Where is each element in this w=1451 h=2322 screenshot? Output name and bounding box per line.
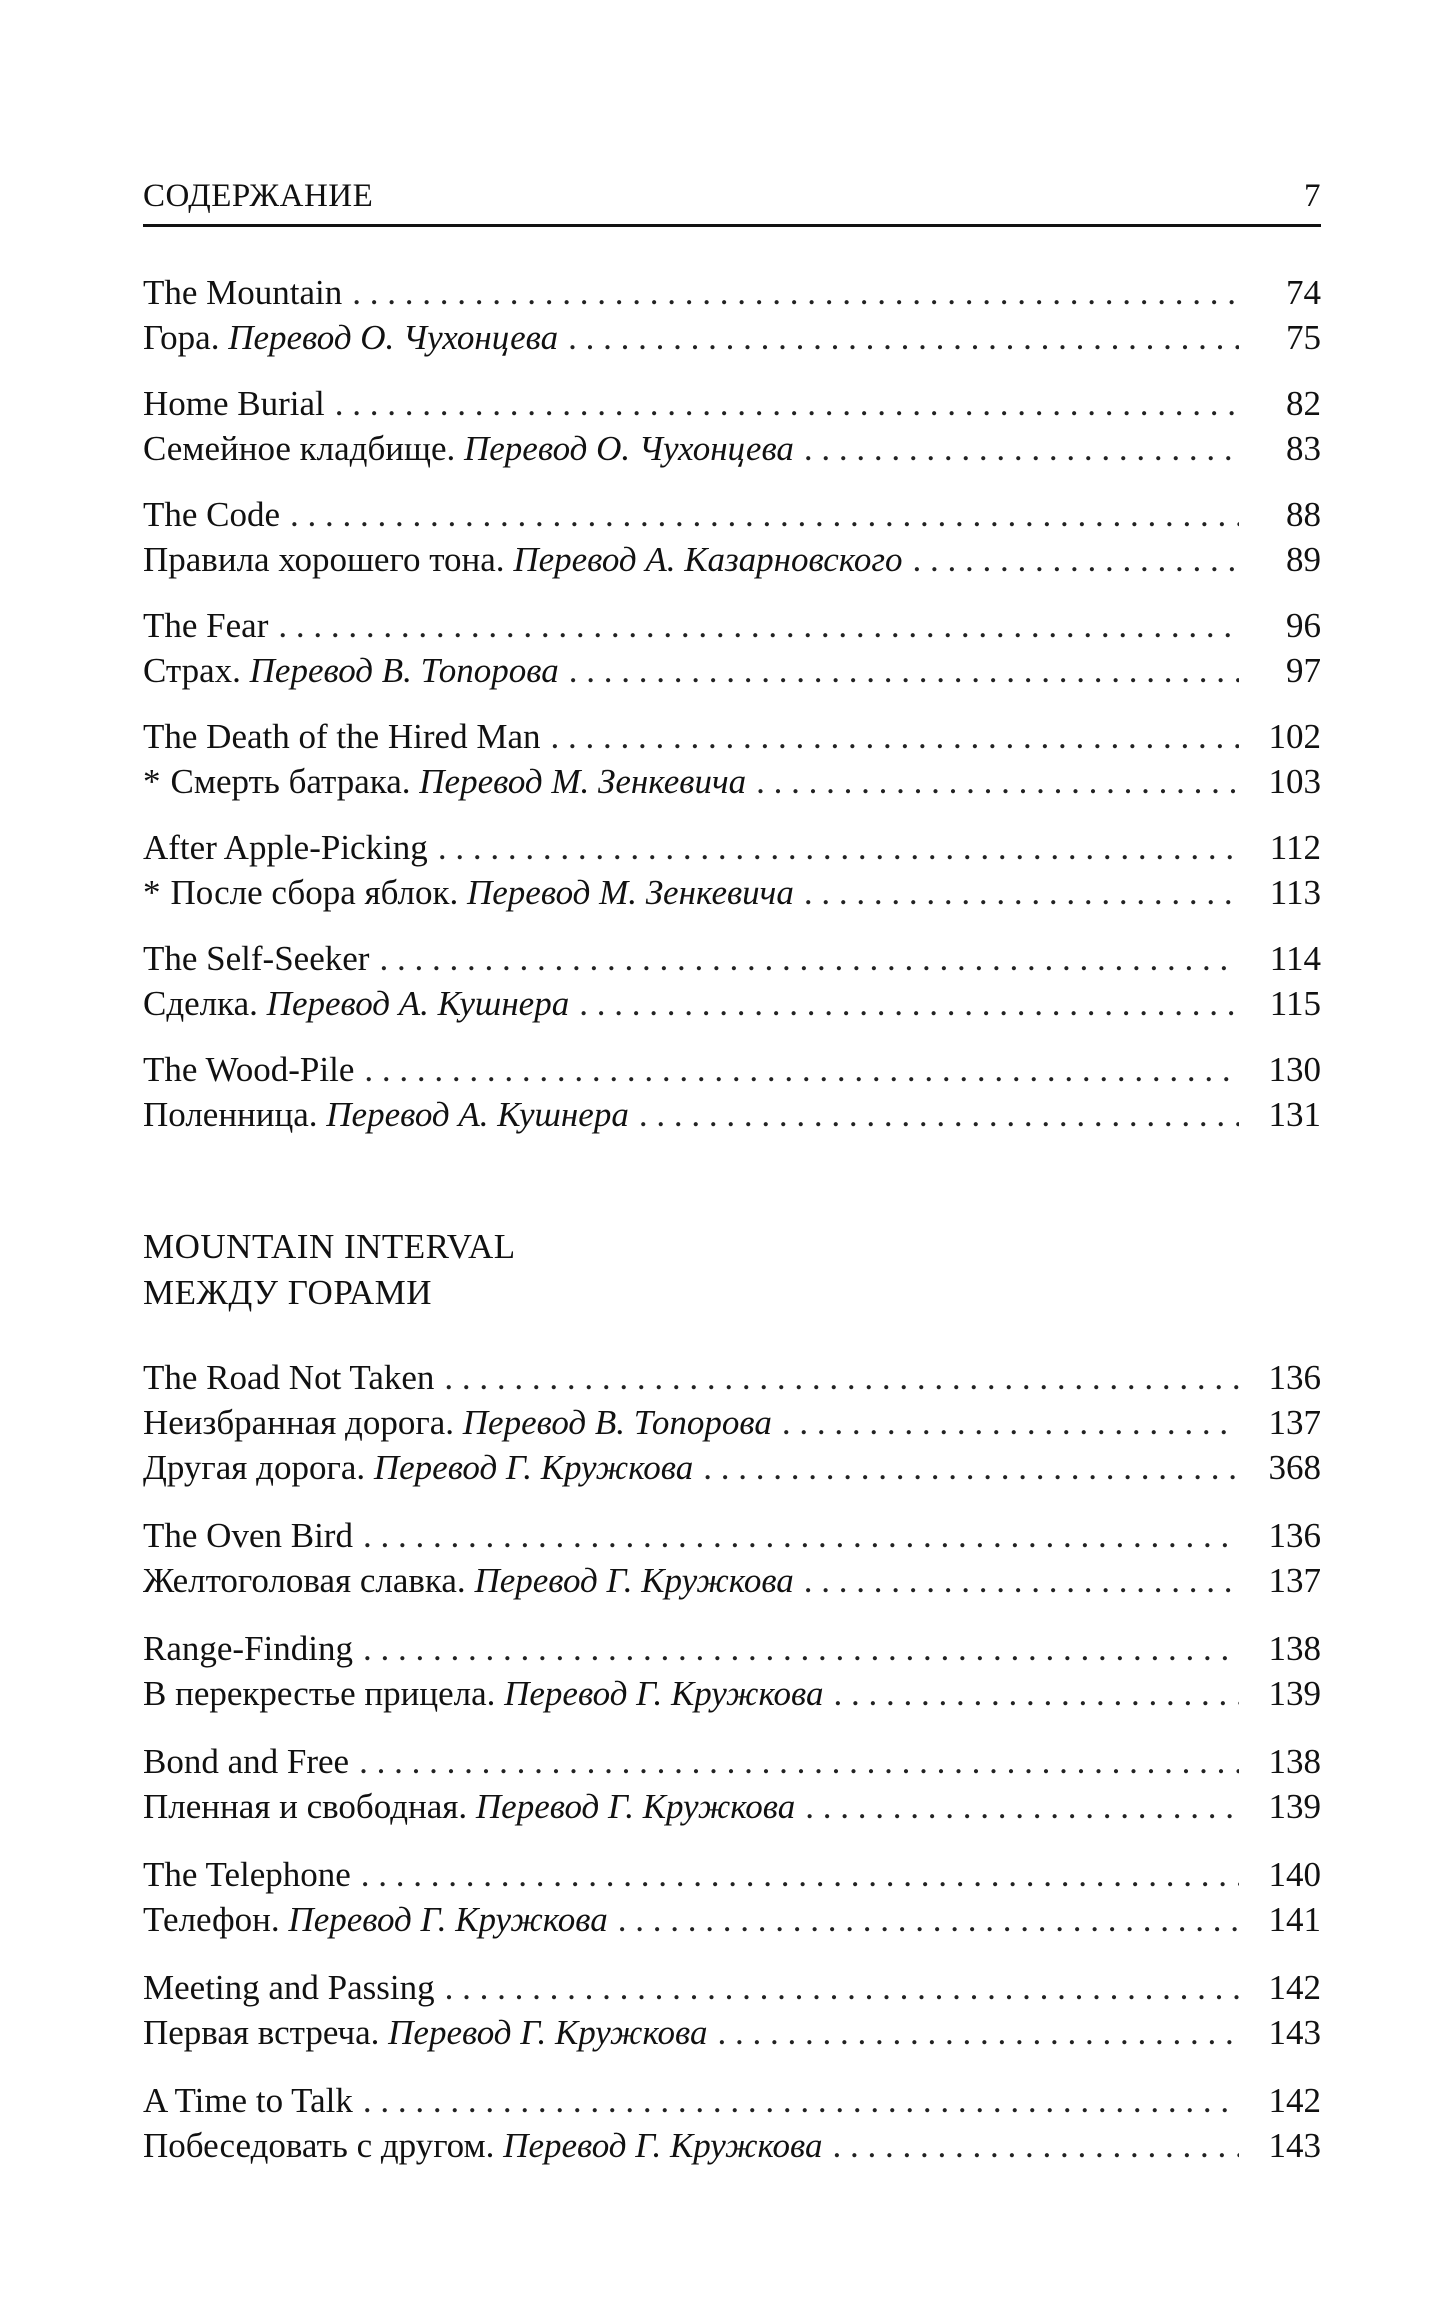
toc-entry-title [143,936,369,981]
dot-leader [361,1852,1239,1897]
toc-page-number: 137 [1268,1403,1321,1442]
section-heading [143,1224,1321,1316]
toc-page-number: 89 [1286,540,1321,579]
translator-credit: Перевод Г. Кружкова [288,1900,608,1939]
toc-page-number: 140 [1268,1855,1321,1894]
toc-group [143,603,1321,693]
toc-list-part-1 [143,270,1321,1137]
work-title: Пленная и свободная. [143,1787,468,1826]
toc-entry-title [143,1355,434,1400]
toc-entry [143,270,1321,315]
dot-leader [363,1513,1239,1558]
dot-leader [363,2078,1239,2123]
toc-page-number: 138 [1268,1629,1321,1668]
work-title: Семейное кладбище. [143,429,456,468]
toc-page-number: 103 [1268,762,1321,801]
toc-entry [143,981,1321,1026]
toc-entry [143,2010,1321,2055]
toc-group [143,1047,1321,1137]
dot-leader [551,714,1240,759]
dot-leader [804,426,1239,471]
translator-credit: Перевод Г. Кружкова [388,2013,708,2052]
toc-group [143,2078,1321,2168]
toc-entry-title [143,426,794,471]
toc-entry [143,1047,1321,1092]
dot-leader [805,1784,1239,1829]
toc-entry [143,1739,1321,1784]
toc-group [143,936,1321,1026]
toc-group [143,714,1321,804]
toc-entry [143,759,1321,804]
toc-entry-title [143,1852,351,1897]
running-head [143,178,1321,215]
work-title: Смерть батрака. [170,762,411,801]
dot-leader [438,825,1239,870]
toc-entry-title [143,714,541,759]
work-title: Желтоголовая славка. [143,1561,466,1600]
work-title: Правила хорошего тона. [143,540,505,579]
translator-credit: Перевод А. Казарновского [513,540,903,579]
toc-page-number: 137 [1268,1561,1321,1600]
toc-entry [143,1965,1321,2010]
toc-page-number: 139 [1268,1787,1321,1826]
toc-group [143,1852,1321,1942]
toc-page-number: 83 [1286,429,1321,468]
toc-entry-title [143,2010,707,2055]
toc-entry [143,1558,1321,1603]
toc-group [143,381,1321,471]
dot-leader [703,1445,1239,1490]
toc-page-number: 88 [1286,495,1321,534]
dot-leader [359,1739,1239,1784]
section-title-ru: МЕЖДУ ГОРАМИ [143,1273,432,1312]
work-title: Сделка. [143,984,258,1023]
toc-entry [143,381,1321,426]
toc-page-number: 130 [1268,1050,1321,1089]
translator-credit: Перевод В. Топорова [462,1403,772,1442]
toc-entry-title [143,492,280,537]
toc-entry [143,2123,1321,2168]
work-title: Home Burial [143,384,325,423]
dot-leader [568,315,1239,360]
work-title: В перекрестье прицела. [143,1674,496,1713]
toc-entry [143,1626,1321,1671]
toc-entry [143,1513,1321,1558]
translator-credit: Перевод Г. Кружкова [373,1448,694,1487]
toc-entry-title [143,2078,353,2123]
translator-credit: Перевод Г. Кружкова [504,1674,824,1713]
toc-entry [143,537,1321,582]
dot-leader [290,492,1239,537]
toc-page-number: 115 [1269,984,1321,1023]
dot-leader [782,1400,1239,1445]
work-title: The Telephone [143,1855,351,1894]
dot-leader [363,1626,1239,1671]
toc-page-number: 102 [1268,717,1321,756]
translator-credit: Перевод Г. Кружкова [474,1561,794,1600]
dot-leader [756,759,1239,804]
toc-page-number: 368 [1268,1448,1321,1487]
toc-group [143,270,1321,360]
asterisk-marker: * [143,873,161,912]
work-title: The Death of the Hired Man [143,717,541,756]
toc-entry [143,315,1321,360]
toc-page-number: 143 [1268,2126,1321,2165]
toc-entry [143,1671,1321,1716]
dot-leader [364,1047,1239,1092]
toc-entry [143,714,1321,759]
dot-leader [804,1558,1239,1603]
toc-entry-title [143,1400,772,1445]
work-title: Поленница. [143,1095,318,1134]
header-rule [143,224,1321,227]
toc-group [143,825,1321,915]
work-title: The Road Not Taken [143,1358,435,1397]
toc-entry-title [143,825,428,870]
toc-page-number: 131 [1268,1095,1321,1134]
work-title: The Oven Bird [143,1516,353,1555]
toc-page-number: 114 [1269,939,1321,978]
section-title-en: MOUNTAIN INTERVAL [143,1227,516,1266]
toc-entry-title [143,1897,608,1942]
toc-page-number: 112 [1269,828,1321,867]
toc-entry-title [143,648,559,693]
toc-entry-title [143,870,794,915]
translator-credit: Перевод О. Чухонцева [228,318,559,357]
toc-entry-title [143,2123,823,2168]
translator-credit: Перевод А. Кушнера [266,984,570,1023]
translator-credit: Перевод М. Зенкевича [419,762,747,801]
toc-entry-title [143,1739,349,1784]
toc-entry-title [143,1092,629,1137]
work-title: Другая дорога. [143,1448,366,1487]
toc-entry [143,1852,1321,1897]
toc-entry [143,1355,1321,1400]
dot-leader [278,603,1239,648]
toc-entry-title [143,1671,823,1716]
work-title: The Self-Seeker [143,939,370,978]
dot-leader [912,537,1239,582]
dot-leader [444,1355,1239,1400]
dot-leader [579,981,1239,1026]
dot-leader [445,1965,1239,2010]
work-title: The Code [143,495,281,534]
toc-entry-title [143,603,268,648]
toc-entry-title [143,981,569,1026]
toc-page-number: 142 [1268,2081,1321,2120]
toc-group [143,1513,1321,1603]
toc-entry [143,603,1321,648]
toc-entry-title [143,1965,435,2010]
toc-page-number: 136 [1268,1358,1321,1397]
work-title: The Mountain [143,273,343,312]
work-title: Meeting and Passing [143,1968,435,2007]
translator-credit: Перевод В. Топорова [249,651,559,690]
toc-group [143,1626,1321,1716]
toc-page-number: 96 [1286,606,1321,645]
toc-page-number: 138 [1268,1742,1321,1781]
dot-leader [833,1671,1239,1716]
toc-page-number: 142 [1268,1968,1321,2007]
dot-leader [833,2123,1239,2168]
work-title: Bond and Free [143,1742,350,1781]
dot-leader [335,381,1239,426]
toc-entry-title [143,1445,693,1490]
toc-page-number: 141 [1268,1900,1321,1939]
work-title: A Time to Talk [143,2081,353,2120]
toc-page-number: 143 [1268,2013,1321,2052]
translator-credit: Перевод О. Чухонцева [464,429,794,468]
dot-leader [352,270,1239,315]
dot-leader [717,2010,1239,2055]
toc-entry [143,426,1321,471]
toc-entry-title [143,270,342,315]
toc-entry [143,870,1321,915]
translator-credit: Перевод А. Кушнера [326,1095,629,1134]
toc-entry-title [143,315,558,360]
page-number: 7 [1304,178,1321,214]
toc-entry [143,1445,1321,1490]
toc-entry-title [143,537,902,582]
toc-entry [143,1092,1321,1137]
work-title: Гора. [143,318,220,357]
toc-page-number: 82 [1286,384,1321,423]
document-page [143,0,1321,2322]
dot-leader [804,870,1239,915]
toc-entry-title [143,1047,354,1092]
dot-leader [569,648,1239,693]
toc-page-number: 113 [1269,873,1321,912]
translator-credit: Перевод Г. Кружкова [475,1787,796,1826]
toc-page-number: 75 [1286,318,1321,357]
toc-list-part-2 [143,1355,1321,2168]
toc-page-number: 139 [1268,1674,1321,1713]
work-title: Побеседовать с другом. [143,2126,495,2165]
toc-group [143,492,1321,582]
toc-entry-title [143,759,746,804]
work-title: После сбора яблок. [170,873,459,912]
toc-page-number: 97 [1286,651,1321,690]
dot-leader [618,1897,1239,1942]
work-title: Телефон. [143,1900,280,1939]
work-title: Страх. [143,651,241,690]
toc-entry-title [143,1626,353,1671]
toc-entry-title [143,1513,353,1558]
toc-entry-title [143,381,325,426]
work-title: After Apple-Picking [143,828,428,867]
toc-entry [143,2078,1321,2123]
toc-page-number: 74 [1286,273,1321,312]
work-title: The Fear [143,606,269,645]
dot-leader [639,1092,1239,1137]
work-title: The Wood-Pile [143,1050,355,1089]
running-head-title: СОДЕРЖАНИЕ [143,178,374,214]
toc-entry [143,492,1321,537]
work-title: Неизбранная дорога. [143,1403,455,1442]
translator-credit: Перевод М. Зенкевича [467,873,794,912]
toc-entry [143,1400,1321,1445]
dot-leader [379,936,1239,981]
toc-entry [143,825,1321,870]
toc-entry [143,1897,1321,1942]
work-title: Первая встреча. [143,2013,380,2052]
toc-group [143,1739,1321,1829]
toc-entry [143,1784,1321,1829]
toc-entry-title [143,1558,794,1603]
translator-credit: Перевод Г. Кружкова [503,2126,823,2165]
toc-entry [143,648,1321,693]
toc-entry [143,936,1321,981]
asterisk-marker: * [143,762,161,801]
toc-entry-title [143,1784,795,1829]
work-title: Range-Finding [143,1629,353,1668]
toc-page-number: 136 [1268,1516,1321,1555]
toc-group [143,1965,1321,2055]
toc-group [143,1355,1321,1490]
